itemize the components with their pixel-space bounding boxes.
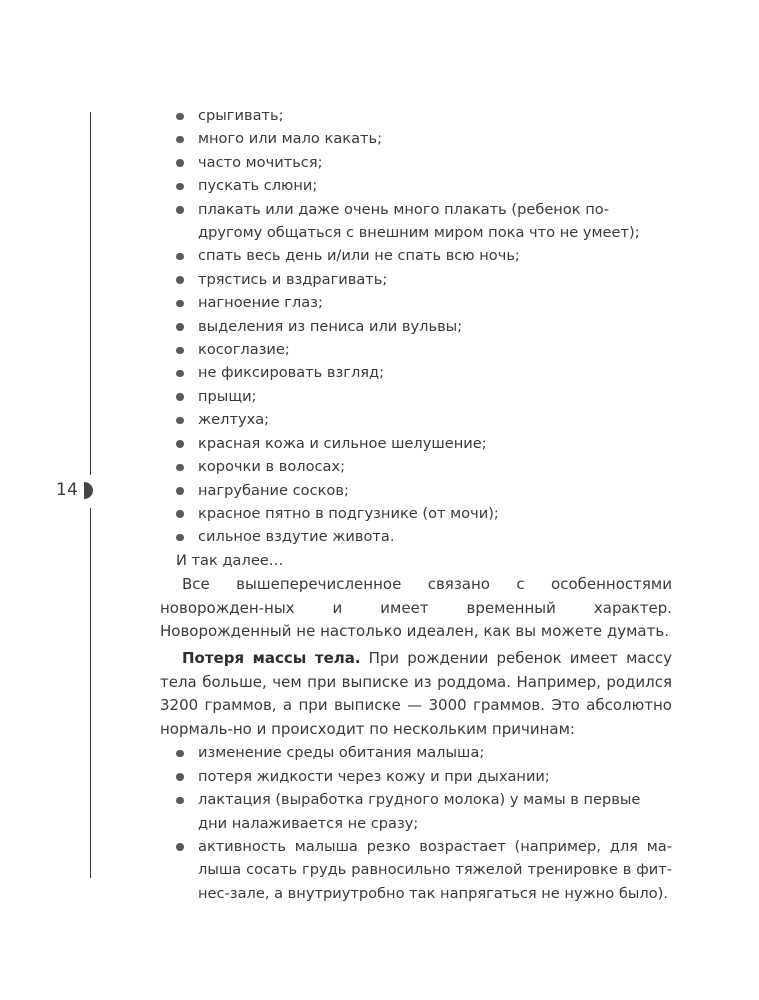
text-column (160, 104, 672, 905)
list-item: выделения из пениса или вульвы; (160, 315, 672, 338)
summary-paragraph: Все вышеперечисленное связано с особенностями новорожден-ных и имеет временный характер. Новорожденный не настолько идеален, как вы можете думать. (160, 575, 672, 641)
list-item: красное пятно в подгузнике (от мочи); (160, 502, 672, 525)
half-disc-right-marker-icon (84, 482, 93, 499)
closing-line: И так далее… (176, 551, 284, 569)
list-item: часто мочиться; (160, 151, 672, 174)
list-item: пускать слюни; (160, 174, 672, 197)
vertical-margin-rule-upper (90, 112, 91, 475)
list-item: нагноение глаз; (160, 291, 672, 314)
page-number: 14 (56, 479, 79, 500)
list-item: изменение среды обитания малыша; (160, 741, 672, 764)
list-item: корочки в волосах; (160, 455, 672, 478)
weight-loss-paragraph (160, 647, 672, 741)
list-item: желтуха; (160, 408, 672, 431)
symptom-list (160, 104, 672, 549)
list-item: плакать или даже очень много плакать (ребенок по-другому общаться с внешним миром пока что не умеет); (160, 198, 672, 245)
page-folio (56, 479, 93, 501)
list-item: спать весь день и/или не спать всю ночь; (160, 244, 672, 267)
list-item: много или мало какать; (160, 127, 672, 150)
list-item: активность малыша резко возрастает (например, для ма-лыша сосать грудь равносильно тяжелой тренировке в фит-нес-зале, а внутриутробно так напрягаться не нужно было). (160, 835, 672, 905)
reasons-list (160, 741, 672, 905)
list-item: косоглазие; (160, 338, 672, 361)
weight-loss-lead-in: Потеря массы тела. (182, 648, 361, 667)
list-item: нагрубание сосков; (160, 479, 672, 502)
list-item: прыщи; (160, 385, 672, 408)
list-item: срыгивать; (160, 104, 672, 127)
weight-loss-body-text: При рождении ребенок имеет массу тела больше, чем при выписке из роддома. Например, родился 3200 граммов, а при выписке — 3000 граммов. Это абсолютно нормаль-но и происходит по нескольким причинам: (160, 648, 672, 738)
list-item: красная кожа и сильное шелушение; (160, 432, 672, 455)
list-item: не фиксировать взгляд; (160, 361, 672, 384)
list-item: сильное вздутие живота. (160, 525, 672, 548)
vertical-margin-rule-lower (90, 508, 91, 878)
list-item: лактация (выработка грудного молока) у мамы в первые дни налаживается не сразу; (160, 788, 672, 835)
list-item: трястись и вздрагивать; (160, 268, 672, 291)
list-item: потеря жидкости через кожу и при дыхании; (160, 765, 672, 788)
